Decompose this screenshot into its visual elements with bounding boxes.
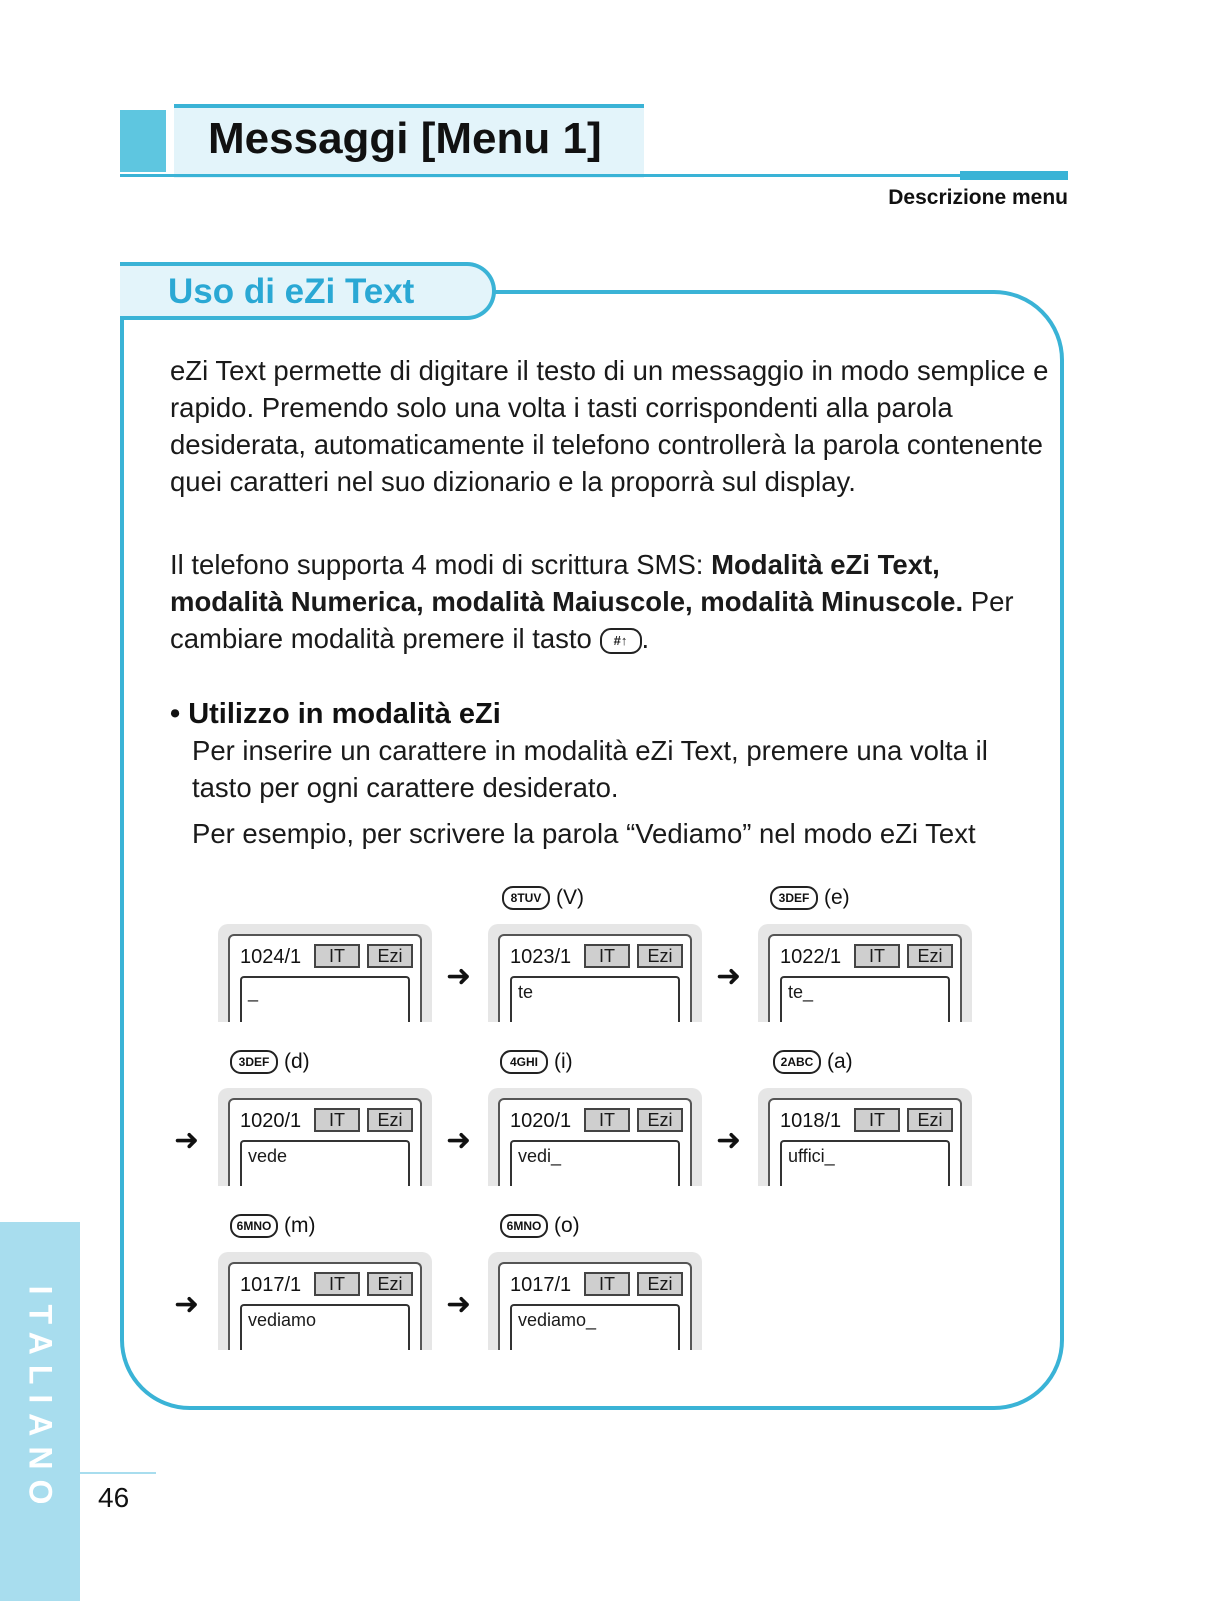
key-label [773, 1050, 853, 1074]
text-entry: vediamo_ [510, 1304, 680, 1350]
hash-key-icon: #↑ [600, 628, 642, 654]
phone-screen [758, 1088, 972, 1186]
mode-indicator: IT [584, 1272, 630, 1296]
phone-screen [758, 924, 972, 1022]
char-counter: 1024/1 [240, 946, 302, 968]
header-rule-accent [960, 171, 1068, 180]
ezi-indicator: Ezi [907, 1108, 953, 1132]
mode-indicator: IT [314, 1272, 360, 1296]
key-letter: (a) [827, 1050, 853, 1073]
char-counter: 1018/1 [780, 1110, 842, 1132]
char-counter: 1022/1 [780, 946, 842, 968]
intro-paragraph: eZi Text permette di digitare il testo di un messaggio in modo semplice e rapido. Premendo solo una volta i tasti corrispondenti alla parola desiderata, automaticamente il telefono controllerà la parola contenente quei caratteri nel suo dizionario e la proporrà sul display. [170, 355, 1049, 497]
section-title: Uso di eZi Text [168, 272, 415, 311]
page-number-rule [80, 1472, 156, 1474]
char-counter: 1023/1 [510, 946, 572, 968]
arrow-icon: ➜ [716, 960, 742, 993]
page-subtitle: Descrizione menu [888, 186, 1068, 209]
screen-inner [498, 1098, 692, 1186]
key-letter: (e) [824, 886, 850, 909]
key-label [500, 1050, 573, 1074]
key-8-icon: 8TUV [502, 886, 550, 910]
key-letter: (m) [284, 1214, 316, 1237]
key-3-icon: 3DEF [230, 1050, 278, 1074]
modes-paragraph [170, 546, 1050, 657]
text-entry: uffici_ [780, 1140, 950, 1186]
mode-indicator: IT [854, 1108, 900, 1132]
phone-screen [488, 924, 702, 1022]
text-entry: te_ [780, 976, 950, 1022]
phone-screen [218, 1088, 432, 1186]
text-entry: _ [240, 976, 410, 1022]
text-entry: vedi_ [510, 1140, 680, 1186]
key-label [500, 1214, 580, 1238]
key-4-icon: 4GHI [500, 1050, 548, 1074]
screen-inner [228, 1098, 422, 1186]
screen-inner [768, 1098, 962, 1186]
text-entry: vediamo [240, 1304, 410, 1350]
ezi-indicator: Ezi [637, 944, 683, 968]
mode-indicator: IT [854, 944, 900, 968]
ezi-indicator: Ezi [367, 944, 413, 968]
key-letter: (i) [554, 1050, 573, 1073]
ezi-indicator: Ezi [637, 1272, 683, 1296]
arrow-icon: ➜ [446, 1124, 472, 1157]
key-label [502, 886, 584, 910]
text-entry: te [510, 976, 680, 1022]
key-letter: (V) [556, 886, 584, 909]
key-2-icon: 2ABC [773, 1050, 821, 1074]
mode-indicator: IT [314, 944, 360, 968]
text-entry: vede [240, 1140, 410, 1186]
char-counter: 1017/1 [510, 1274, 572, 1296]
char-counter: 1017/1 [240, 1274, 302, 1296]
modes-end: . [641, 623, 650, 654]
header-accent-block [120, 110, 166, 172]
screen-inner [498, 934, 692, 1022]
key-label [230, 1050, 310, 1074]
ezi-indicator: Ezi [637, 1108, 683, 1132]
ezi-indicator: Ezi [907, 944, 953, 968]
mode-indicator: IT [314, 1108, 360, 1132]
page-number: 46 [98, 1482, 130, 1513]
screen-inner [498, 1262, 692, 1350]
screen-inner [768, 934, 962, 1022]
phone-screen [218, 924, 432, 1022]
language-label: ITALIANO [22, 1285, 59, 1515]
screen-inner [228, 1262, 422, 1350]
phone-screen [218, 1252, 432, 1350]
mode-indicator: IT [584, 1108, 630, 1132]
char-counter: 1020/1 [240, 1110, 302, 1132]
key-label [230, 1214, 315, 1238]
arrow-icon: ➜ [174, 1288, 200, 1321]
key-6-icon: 6MNO [500, 1214, 548, 1238]
arrow-icon: ➜ [446, 960, 472, 993]
modes-suffix: Per cambiare modalità premere il tasto [170, 586, 1014, 654]
key-letter: (o) [554, 1214, 580, 1237]
key-letter: (d) [284, 1050, 310, 1073]
key-3-icon: 3DEF [770, 886, 818, 910]
bullet-paragraph-2: Per esempio, per scrivere la parola “Vediamo” nel modo eZi Text [192, 818, 976, 849]
bullet-heading: • Utilizzo in modalità eZi [170, 698, 501, 730]
screen-inner [228, 934, 422, 1022]
phone-screen [488, 1088, 702, 1186]
modes-bold: Modalità eZi Text, modalità Numerica, modalità Maiuscole, modalità Minuscole. [170, 549, 964, 617]
bullet-paragraph-1: Per inserire un carattere in modalità eZi Text, premere una volta il tasto per ogni carattere desiderato. [192, 735, 988, 803]
arrow-icon: ➜ [446, 1288, 472, 1321]
char-counter: 1020/1 [510, 1110, 572, 1132]
arrow-icon: ➜ [174, 1124, 200, 1157]
ezi-indicator: Ezi [367, 1108, 413, 1132]
phone-screen [488, 1252, 702, 1350]
arrow-icon: ➜ [716, 1124, 742, 1157]
key-label [770, 886, 850, 910]
modes-prefix: Il telefono supporta 4 modi di scrittura SMS: [170, 549, 712, 580]
mode-indicator: IT [584, 944, 630, 968]
page-title: Messaggi [Menu 1] [208, 114, 602, 163]
key-6-icon: 6MNO [230, 1214, 278, 1238]
header-rule [120, 174, 1056, 177]
ezi-indicator: Ezi [367, 1272, 413, 1296]
